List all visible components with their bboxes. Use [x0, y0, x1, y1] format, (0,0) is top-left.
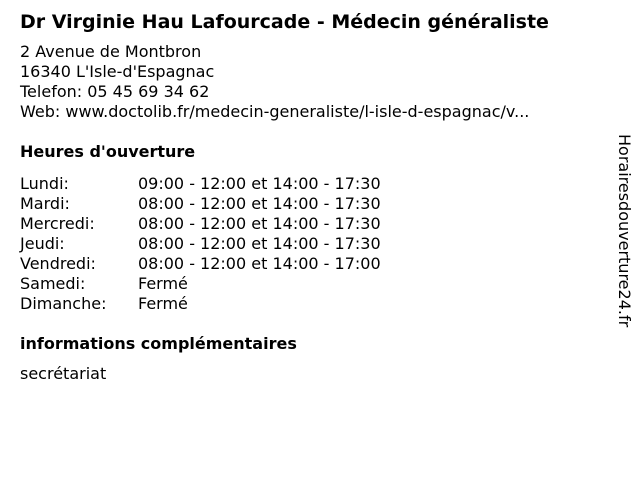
day-label: Mardi: [20, 194, 70, 213]
address-city: 16340 L'Isle-d'Espagnac [20, 62, 215, 81]
site-watermark: Horairesdouverture24.fr [615, 134, 634, 328]
day-label: Mercredi: [20, 214, 95, 233]
phone-line: Telefon: 05 45 69 34 62 [20, 82, 210, 101]
address-street: 2 Avenue de Montbron [20, 42, 202, 61]
hours-row-sunday [20, 294, 600, 314]
hours-row-friday [20, 254, 600, 274]
time-value: 08:00 - 12:00 et 14:00 - 17:30 [138, 194, 381, 213]
page-title: Dr Virginie Hau Lafourcade - Médecin généraliste [20, 11, 549, 33]
time-value: 09:00 - 12:00 et 14:00 - 17:30 [138, 174, 381, 193]
website-line: Web: www.doctolib.fr/medecin-generaliste/l-isle-d-espagnac/v... [20, 102, 530, 121]
opening-hours-heading: Heures d'ouverture [20, 142, 196, 161]
hours-row-saturday [20, 274, 600, 294]
opening-hours-table [20, 174, 600, 314]
day-label: Lundi: [20, 174, 69, 193]
hours-row-wednesday [20, 214, 600, 234]
hours-row-monday [20, 174, 600, 194]
time-value: Fermé [138, 294, 188, 313]
additional-info-text: secrétariat [20, 364, 107, 383]
time-value: Fermé [138, 274, 188, 293]
hours-row-tuesday [20, 194, 600, 214]
day-label: Vendredi: [20, 254, 96, 273]
time-value: 08:00 - 12:00 et 14:00 - 17:00 [138, 254, 381, 273]
doctor-card [20, 8, 600, 384]
time-value: 08:00 - 12:00 et 14:00 - 17:30 [138, 234, 381, 253]
day-label: Dimanche: [20, 294, 107, 313]
time-value: 08:00 - 12:00 et 14:00 - 17:30 [138, 214, 381, 233]
day-label: Samedi: [20, 274, 86, 293]
day-label: Jeudi: [20, 234, 65, 253]
contact-block [20, 42, 600, 122]
additional-info-heading: informations complémentaires [20, 334, 297, 353]
hours-row-thursday [20, 234, 600, 254]
